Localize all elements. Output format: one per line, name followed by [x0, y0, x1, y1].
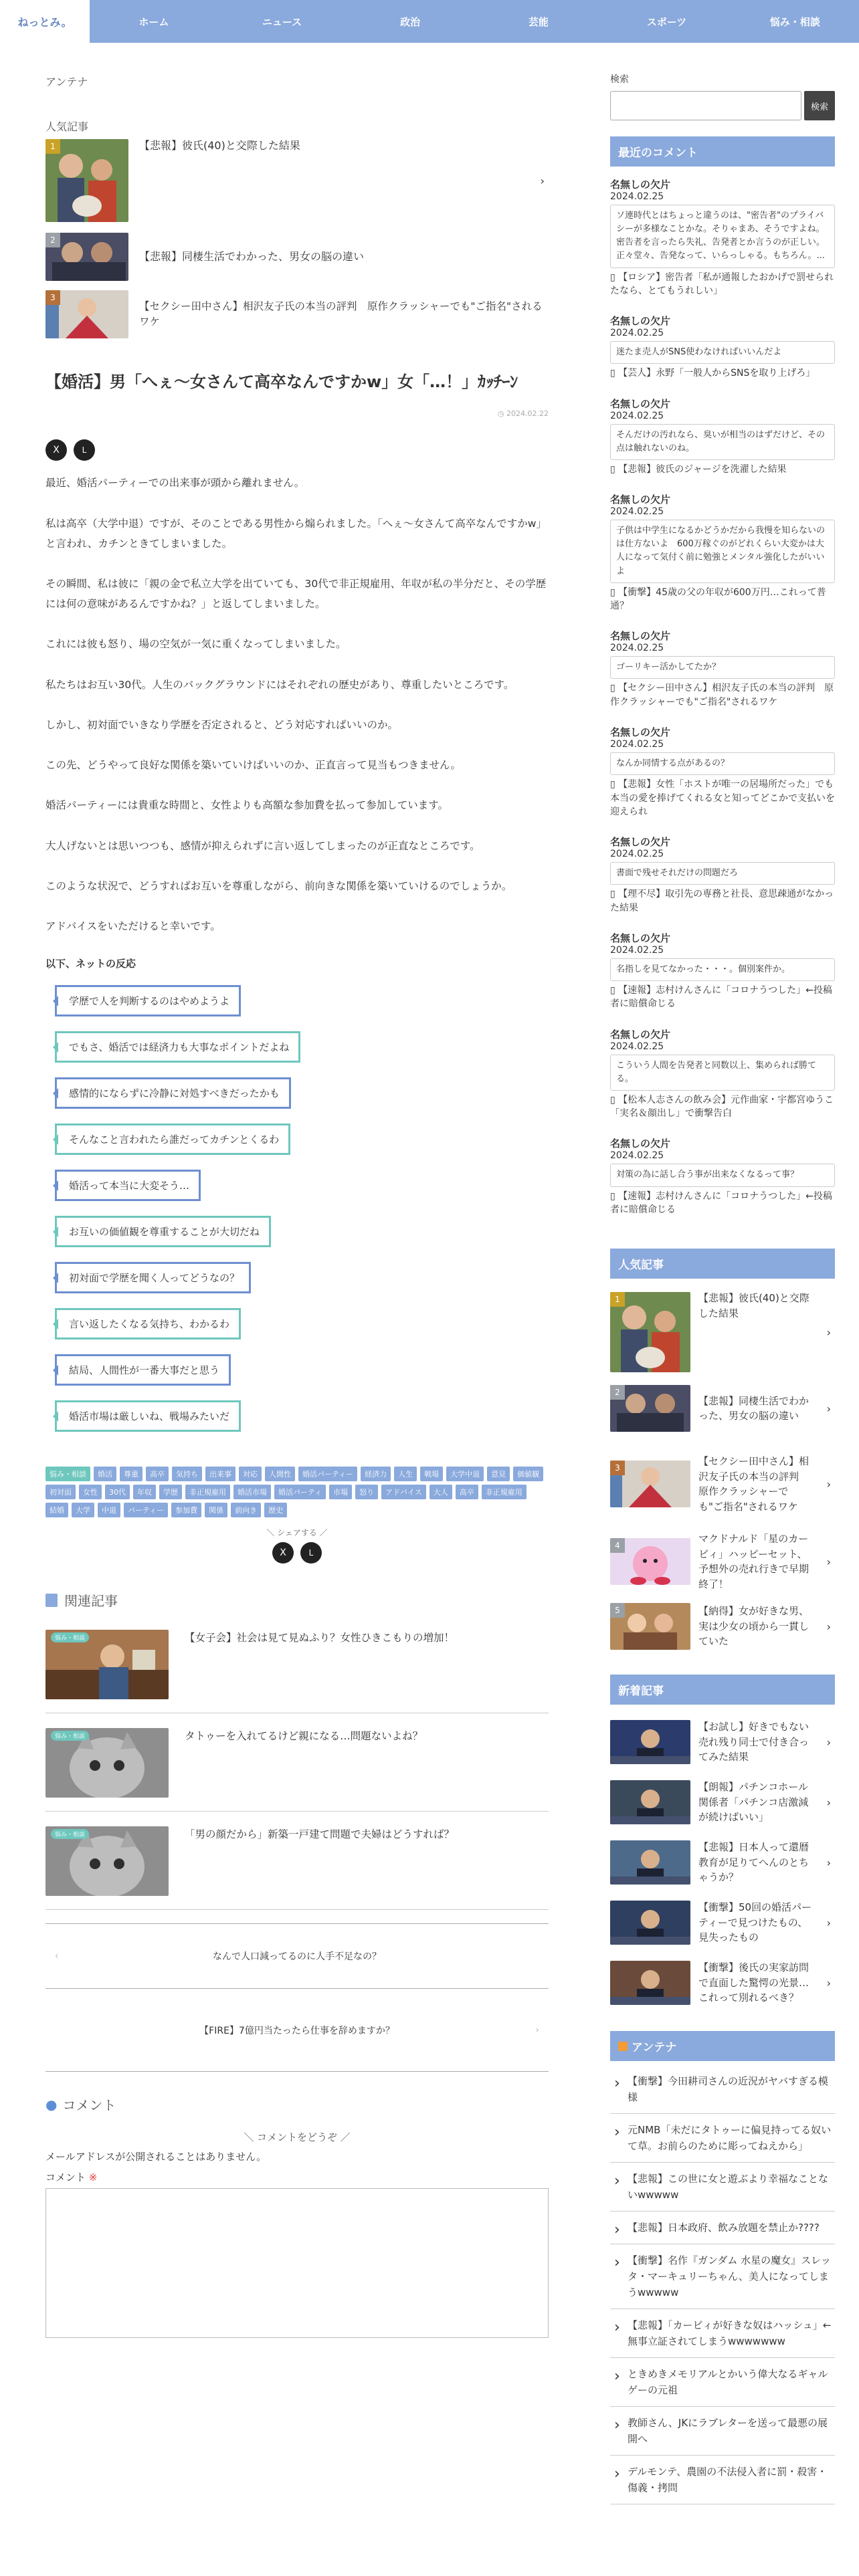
- comment-text: こういう人間を告発者と同数以上、集められば勝てる。: [610, 1055, 835, 1091]
- antenna-item[interactable]: › 【悲報】日本政府、飲み放題を禁止か????: [610, 2212, 835, 2244]
- document-icon: ▯: [610, 889, 619, 900]
- comment-entry: [610, 1136, 835, 1216]
- article-paragraph: その瞬間、私は彼に「親の金で私立大学を出ていても、30代で非正規雇用、年収が私の半分だと、その学歴には何の意味があるんですかね？」と返してしまいました。: [45, 578, 547, 611]
- related-list: [45, 1630, 549, 1910]
- related-item[interactable]: [45, 1728, 549, 1812]
- comment-date: 2024.02.25: [610, 1150, 664, 1162]
- comment-text: ゴーリキー活かしてたか？: [610, 656, 835, 679]
- sidebar-popular-list: [610, 1291, 835, 1650]
- search-input[interactable]: [610, 91, 801, 120]
- tag-list: [45, 1467, 549, 1517]
- rank-badge: 5: [610, 1603, 625, 1618]
- thumbnail-image: [610, 1538, 690, 1585]
- antenna-heading: アンテナ: [45, 76, 88, 88]
- thumbnail-image: [45, 1728, 169, 1798]
- commenter-name: 名無しの欠片: [610, 726, 671, 739]
- comment-article-link[interactable]: ▯ 【衝撃】45歳の父の年収が600万円…これって普通？: [610, 586, 826, 612]
- antenna-item[interactable]: › デルモンテ、農園の不法侵入者に罰・殺害・傷義・拷問: [610, 2456, 835, 2504]
- article-paragraph: この先、どうやって良好な関係を築いていけばいいのか、正直言って見当もつきません。: [45, 759, 461, 772]
- thumbnail-image: [45, 1826, 169, 1896]
- rank-badge: 2: [45, 233, 60, 247]
- x-share-icon[interactable]: X: [272, 1542, 294, 1564]
- commenter-name: 名無しの欠片: [610, 932, 671, 944]
- article-paragraph: 最近、婚活パーティーでの出来事が頭から離れません。: [45, 477, 305, 490]
- article-paragraph: これには彼も怒り、場の空気が一気に重くなってしまいました。: [45, 638, 347, 651]
- reaction-bubble: 婚活市場は厳しいね、戦場みたいだ: [55, 1400, 241, 1432]
- comment-article-link[interactable]: ▯ 【ロシア】密告者「私が通報したおかげで罰せられたなら、とてもうれしい」: [610, 272, 834, 296]
- chevron-right-icon: ›: [826, 1620, 831, 1633]
- commenter-name: 名無しの欠片: [610, 494, 671, 506]
- comment-textarea[interactable]: [45, 2188, 549, 2338]
- reaction-bubble: 初対面で学歴を聞く人ってどうなの？: [55, 1262, 251, 1293]
- new-post-item[interactable]: [610, 1777, 835, 1828]
- comment-entry: [610, 397, 835, 477]
- x-share-icon[interactable]: X: [45, 439, 67, 461]
- comment-sub-heading: ＼ コメントをどうぞ ／: [244, 2131, 351, 2144]
- nav-item-politics[interactable]: 政治: [400, 15, 421, 28]
- sidebar: [610, 72, 835, 2504]
- tag-link[interactable]: 婚活: [94, 1467, 116, 1481]
- thumbnail-image: [45, 290, 128, 338]
- tag-link[interactable]: 高卒: [456, 1485, 478, 1499]
- popular-item-title: マクドナルド「星のカービィ」ハッピーセット、予想外の売れ行きで早期終了！: [698, 1533, 809, 1590]
- comment-date: 2024.02.25: [610, 944, 664, 956]
- thumbnail-image: [610, 1840, 690, 1885]
- thumbnail-image: [610, 1961, 690, 2005]
- chevron-left-icon: ‹: [55, 1951, 59, 1962]
- reaction-bubble: 婚活って本当に大変そう…: [55, 1170, 201, 1201]
- tag-link[interactable]: 尊重: [120, 1467, 142, 1481]
- comment-date: 2024.02.25: [610, 506, 664, 518]
- comment-text: 子供は中学生になるかどうかだから我慢を知らないのは仕方ないよ 600万稼ぐのがどれくらい大変かは大人になって気付く前に勉強とメンタル強化したがいいよ: [610, 520, 835, 583]
- comment-date: 2024.02.25: [610, 191, 664, 202]
- comment-entry: [610, 492, 835, 613]
- document-icon: [45, 1594, 58, 1607]
- new-post-title: 【お試し】好きでもない売れ残り同士で付き合ってみた結果: [698, 1721, 809, 1763]
- reaction-bubble: でもさ、婚活では経済力も大事なポイントだよね: [55, 1031, 300, 1063]
- popular-item[interactable]: [45, 288, 549, 341]
- popular-item-title: 【悲報】彼氏(40)と交際した結果: [698, 1292, 809, 1319]
- popular-item-title: 【セクシー田中さん】相沢友子氏の本当の評判 原作クラッシャーでも"ご指名"されるワケ: [698, 1455, 809, 1513]
- commenter-name: 名無しの欠片: [610, 1028, 671, 1041]
- recent-comments-heading: 最近のコメント: [610, 136, 835, 167]
- article-body: [45, 473, 549, 936]
- tag-link[interactable]: 中退: [98, 1503, 120, 1517]
- reaction-bubble: 学歴で人を判断するのはやめようよ: [55, 985, 241, 1016]
- popular-item-title: 【納得】女が好きな男、実は少女の頃から一貫していた: [698, 1605, 809, 1648]
- comment-article-link[interactable]: ▯ 【セクシー田中さん】相沢友子氏の本当の評判 原作クラッシャーでも"ご指名"されるワケ: [610, 683, 834, 708]
- related-item-title: 「男の顔だから」新築一戸建て問題で夫婦はどうすれば？: [185, 1828, 455, 1841]
- tag-link[interactable]: 市場: [329, 1485, 352, 1499]
- article-paragraph: アドバイスをいただけると幸いです。: [45, 920, 221, 933]
- document-icon: ▯: [610, 1094, 619, 1105]
- comment-date: 2024.02.25: [610, 410, 664, 421]
- tag-link[interactable]: 参加費: [171, 1503, 201, 1517]
- document-icon: ▯: [610, 586, 619, 598]
- chevron-right-icon: ›: [826, 1402, 831, 1415]
- thumbnail-image: [610, 1461, 690, 1507]
- comment-entry: [610, 931, 835, 1011]
- document-icon: ▯: [610, 779, 619, 790]
- thumbnail-image: [610, 1385, 690, 1432]
- related-item[interactable]: [45, 1826, 549, 1910]
- thumbnail-image: [610, 1901, 690, 1945]
- article-paragraph: 大人げないとは思いつつも、感情が抑えられずに言い返してしまったのが正直なところです。: [45, 839, 480, 852]
- comment-text: なんか同情する点があるの？: [610, 752, 835, 775]
- tag-link[interactable]: 学歴: [159, 1485, 182, 1499]
- comment-article-link[interactable]: ▯ 【悲報】女性「ホストが唯一の居場所だった」でも本当の愛を捧げてくれる女と知ってどこかで支払いを迎えられ: [610, 779, 835, 817]
- document-icon: ▯: [610, 272, 619, 283]
- tag-link[interactable]: 前向き: [231, 1503, 261, 1517]
- rank-badge: 2: [610, 1385, 625, 1400]
- thumbnail-image: [45, 233, 128, 281]
- comment-text: 書面で残せそれだけの問題だろ: [610, 862, 835, 885]
- chevron-right-icon: ›: [826, 1976, 831, 1990]
- tag-link[interactable]: 人生: [394, 1467, 417, 1481]
- tag-link[interactable]: 戦場: [420, 1467, 443, 1481]
- prev-post-link[interactable]: ‹ なんで人口減ってるのに人手不足なの？: [45, 1923, 549, 1989]
- comment-entry: [610, 314, 835, 380]
- article-paragraph: このような状況で、どうすればお互いを尊重しながら、前向きな関係を築いていけるのでしょうか。: [45, 879, 512, 892]
- tag-link[interactable]: 婚活パーティー: [298, 1467, 357, 1481]
- nav-item-sports[interactable]: スポーツ: [646, 15, 687, 28]
- commenter-name: 名無しの欠片: [610, 397, 671, 410]
- rank-badge: 3: [610, 1461, 625, 1475]
- commenter-name: 名無しの欠片: [610, 179, 671, 191]
- tag-link[interactable]: 怒り: [355, 1485, 378, 1499]
- thumbnail-image: [610, 1780, 690, 1824]
- tag-link[interactable]: 非正規雇用: [185, 1485, 230, 1499]
- comment-article-link[interactable]: ▯ 【速報】志村けんさんに「コロナうつした」←投稿者に賠償命じる: [610, 1190, 832, 1215]
- tag-link[interactable]: 女性: [79, 1485, 102, 1499]
- speech-bubble-icon: ●: [45, 2096, 58, 2113]
- antenna-widget-heading: アンテナ: [610, 2031, 835, 2061]
- new-post-item[interactable]: [610, 1717, 835, 1767]
- tag-link[interactable]: 大学: [72, 1503, 94, 1517]
- comment-heading: ● コメント: [45, 2096, 116, 2114]
- article-paragraph: 私たちはお互い30代。人生のバックグラウンドにはそれぞれの歴史があり、尊重したいところです。: [45, 678, 514, 691]
- comment-entry: [610, 629, 835, 709]
- antenna-item[interactable]: › 【悲報】「カービィが好きな奴はハッシュ」←無事立証されてしまうwwwwwww: [610, 2309, 835, 2358]
- new-post-title: 【衝撃】50回の婚活パーティーで見つけたもの、見失ったもの: [698, 1901, 812, 1944]
- rank-badge: 3: [45, 290, 60, 305]
- antenna-item[interactable]: › 【悲報】この世に女と遊ぶより幸福なことないwwwww: [610, 2163, 835, 2212]
- tag-link[interactable]: 結婚: [45, 1503, 68, 1517]
- post-date: ◷ 2024.02.22: [497, 409, 549, 419]
- reactions-heading: 以下、ネットの反応: [45, 958, 136, 970]
- antenna-item[interactable]: › 【衝撃】名作『ガンダム 水星の魔女』スレッタ・マーキュリーちゃん、美人になってしまうwwwww: [610, 2244, 835, 2309]
- category-badge: 悩み・相談: [51, 1829, 89, 1839]
- comment-entry: [610, 177, 835, 298]
- rank-badge: 1: [45, 139, 60, 154]
- tag-link[interactable]: 気持ち: [172, 1467, 202, 1481]
- tag-link[interactable]: 関係: [205, 1503, 227, 1517]
- article-paragraph: 私は高卒（大学中退）ですが、そのことである男性から煽られました。「へぇ～女さんて高卒なんですかw」と言われ、カチンときてしまいました。: [45, 517, 547, 550]
- popular-item-title: 【悲報】彼氏(40)と交際した結果: [139, 139, 300, 152]
- search-button[interactable]: 検索: [804, 91, 835, 120]
- tag-link[interactable]: パーティー: [124, 1503, 168, 1517]
- email-note: メールアドレスが公開されることはありません。: [45, 2151, 267, 2163]
- chevron-right-icon: ›: [826, 1325, 831, 1339]
- thumbnail-image: [45, 1630, 169, 1699]
- global-nav: [90, 0, 859, 43]
- tag-link[interactable]: 婚活パーティ: [274, 1485, 326, 1499]
- comment-date: 2024.02.25: [610, 328, 664, 339]
- related-heading: 関連記事: [45, 1590, 549, 1610]
- comment-article-link[interactable]: ▯ 【悲報】彼氏のジャージを洗濯した結果: [610, 463, 787, 475]
- chevron-right-icon: ›: [826, 1477, 831, 1491]
- tag-link[interactable]: 経済力: [361, 1467, 391, 1481]
- tag-link[interactable]: アドバイス: [381, 1485, 426, 1499]
- commenter-name: 名無しの欠片: [610, 1138, 671, 1150]
- comment-article-link[interactable]: ▯ 【理不尽】取引先の専務と社長、意思疎通がなかった結果: [610, 889, 834, 914]
- main-content: [45, 64, 549, 2341]
- line-share-icon[interactable]: L: [74, 439, 95, 461]
- comment-date: 2024.02.25: [610, 849, 664, 860]
- sidebar-popular-item[interactable]: [610, 1384, 835, 1432]
- new-post-title: 【衝撃】後氏の実家訪問で直面した驚愕の光景…これって別れるべき？: [698, 1961, 809, 2004]
- category-badge: 悩み・相談: [51, 1731, 89, 1741]
- nav-item-advice[interactable]: 悩み・相談: [769, 15, 820, 28]
- reaction-bubble: お互いの価値観を尊重することが大切だね: [55, 1216, 271, 1247]
- comment-entry: [610, 725, 835, 819]
- comment-article-link[interactable]: ▯ 【松本人志さんの飲み会】元作曲家・宇都宮ゆうこ「実名＆顔出し」で衝撃告白: [610, 1094, 834, 1119]
- popular-item-title: 【セクシー田中さん】相沢友子氏の本当の評判 原作クラッシャーでも"ご指名"されるワケ: [139, 300, 543, 328]
- chevron-right-icon: ›: [826, 1735, 831, 1749]
- nav-item-news[interactable]: ニュース: [262, 15, 302, 28]
- document-icon: ▯: [610, 683, 619, 694]
- sidebar-popular-item[interactable]: [610, 1602, 835, 1650]
- thumbnail-image: [610, 1292, 690, 1372]
- tag-link[interactable]: 出来事: [205, 1467, 235, 1481]
- comment-article-link[interactable]: ▯ 【速報】志村けんさんに「コロナうつした」←投稿者に賠償命じる: [610, 984, 832, 1010]
- next-post-link[interactable]: 【FIRE】7億円当たったら仕事を辞めますか？ ›: [45, 1989, 549, 2072]
- antenna-item[interactable]: › 教師さん、JKにラブレターを送って最悪の展開へ: [610, 2407, 835, 2456]
- related-item-title: タトゥーを入れてるけど親になる…問題ないよね？: [185, 1730, 423, 1743]
- document-icon: ▯: [610, 984, 619, 996]
- comment-date: 2024.02.25: [610, 739, 664, 750]
- comment-article-link[interactable]: ▯ 【芸人】永野「一般人からSNSを取り上げろ」: [610, 368, 816, 379]
- comment-entry: [610, 1027, 835, 1121]
- tag-link[interactable]: 30代: [105, 1485, 130, 1499]
- tag-link[interactable]: 対応: [239, 1467, 262, 1481]
- tag-link[interactable]: 年収: [133, 1485, 156, 1499]
- tag-link[interactable]: 人間性: [265, 1467, 295, 1481]
- comment-text: 迷たま売人がSNS使わなければいいんだよ: [610, 341, 835, 364]
- sidebar-popular-heading: 人気記事: [610, 1249, 835, 1279]
- new-post-item[interactable]: [610, 1897, 835, 1948]
- tag-link[interactable]: 歴史: [264, 1503, 287, 1517]
- sidebar-popular-item[interactable]: [610, 1533, 835, 1590]
- document-icon: ▯: [610, 463, 619, 475]
- clock-icon: ◷: [497, 409, 507, 419]
- chevron-right-icon: ›: [826, 1916, 831, 1929]
- popular-item-title: 【悲報】同棲生活でわかった、男女の脳の違い: [698, 1394, 809, 1422]
- comment-text: そんだけの汚れなら、臭いが相当のはずだけど、その点は触れないのね。: [610, 424, 835, 460]
- new-post-title: 【悲報】日本人って還暦教育が足りてへんのとちゃうか？: [698, 1841, 809, 1884]
- tag-link[interactable]: 非正規雇用: [482, 1485, 527, 1499]
- chevron-right-icon: ›: [826, 1555, 831, 1568]
- popular-heading: 人気記事: [45, 120, 89, 133]
- new-post-item[interactable]: [610, 1837, 835, 1888]
- site-logo[interactable]: ねっとみ。: [0, 0, 90, 43]
- reaction-bubble: 感情的にならずに冷静に対処すべきだったかも: [55, 1077, 291, 1109]
- thumbnail-image: [610, 1603, 690, 1650]
- chevron-right-icon: ›: [826, 1856, 831, 1869]
- reaction-bubble: 結局、人間性が一番大事だと思う: [55, 1354, 231, 1386]
- rank-badge: 4: [610, 1538, 625, 1553]
- share-label: ＼ シェアする ／: [266, 1528, 328, 1538]
- rss-icon: [618, 2042, 628, 2051]
- article-paragraph: 婚活パーティーには貴重な時間と、女性よりも高額な参加費を払って参加しています。: [45, 799, 449, 812]
- antenna-item[interactable]: › 元NMB「未だにタトゥーに偏見持ってる奴いて草。お前らのために彫ってねえから」: [610, 2114, 835, 2163]
- sidebar-popular-item[interactable]: [610, 1447, 835, 1521]
- tag-link[interactable]: 悩み・相談: [45, 1467, 90, 1481]
- comment-entry: [610, 835, 835, 915]
- popular-list: [45, 138, 549, 341]
- popular-item[interactable]: [45, 138, 549, 223]
- tag-link[interactable]: 価値観: [513, 1467, 543, 1481]
- sidebar-popular-item[interactable]: [610, 1291, 835, 1374]
- recent-comments-list: [610, 177, 835, 1216]
- article-title: 【婚活】男「へぇ～女さんて高卒なんですかw」女「…！」ｶｯﾁｰﾝ: [45, 372, 518, 391]
- related-item[interactable]: [45, 1630, 549, 1713]
- chevron-right-icon: ›: [540, 174, 545, 187]
- tag-link[interactable]: 大人: [430, 1485, 452, 1499]
- tag-link[interactable]: 高卒: [146, 1467, 169, 1481]
- share-bottom: [45, 1542, 549, 1564]
- commenter-name: 名無しの欠片: [610, 836, 671, 849]
- antenna-item[interactable]: › ときめきメモリアルとかいう偉大なるギャルゲーの元祖: [610, 2358, 835, 2407]
- tag-link[interactable]: 婚活市場: [233, 1485, 271, 1499]
- chevron-right-icon: ›: [826, 1796, 831, 1809]
- new-post-title: 【朗報】パチンコホール関係者「パチンコ店激減が続けばいい」: [698, 1781, 809, 1824]
- tag-link[interactable]: 意見: [487, 1467, 510, 1481]
- line-share-icon[interactable]: L: [300, 1542, 322, 1564]
- comment-text: 対策の為に話し合う事が出来なくなるって事？: [610, 1164, 835, 1186]
- search-label: 検索: [610, 74, 629, 85]
- reaction-bubble: そんなこと言われたら誰だってカチンとくるわ: [55, 1123, 290, 1155]
- popular-item-title: 【悲報】同棲生活でわかった、男女の脳の違い: [139, 250, 365, 263]
- new-post-item[interactable]: [610, 1957, 835, 2008]
- popular-item[interactable]: [45, 230, 549, 284]
- reaction-bubble: 言い返したくなる気持ち、わかるわ: [55, 1308, 241, 1339]
- new-posts-heading: 新着記事: [610, 1675, 835, 1705]
- site-header: [0, 0, 859, 43]
- document-icon: ▯: [610, 368, 619, 379]
- commenter-name: 名無しの欠片: [610, 315, 671, 328]
- comment-text: 名指しを見てなかった・・・。個別案件か。: [610, 958, 835, 981]
- tag-link[interactable]: 大学中退: [446, 1467, 484, 1481]
- chevron-right-icon: ›: [535, 2024, 539, 2036]
- article-paragraph: しかし、初対面でいきなり学歴を否定されると、どう対応すればいいのか。: [45, 718, 399, 731]
- antenna-item[interactable]: › 【衝撃】今田耕司さんの近況がヤバすぎる模様: [610, 2065, 835, 2114]
- comment-date: 2024.02.25: [610, 1041, 664, 1052]
- comment-field-label: コメント ※: [45, 2171, 98, 2184]
- category-badge: 悩み・相談: [51, 1632, 89, 1642]
- tag-link[interactable]: 初対面: [45, 1485, 76, 1499]
- search-form: [610, 91, 835, 120]
- nav-item-home[interactable]: ホーム: [138, 15, 169, 28]
- reactions-list: [45, 985, 549, 1432]
- share-top: [45, 439, 549, 461]
- related-item-title: 【女子会】社会は見て見ぬふり？女性ひきこもりの増加！: [185, 1632, 455, 1644]
- commenter-name: 名無しの欠片: [610, 630, 671, 643]
- rank-badge: 1: [610, 1292, 625, 1307]
- thumbnail-image: [610, 1720, 690, 1764]
- antenna-list: [610, 2065, 835, 2504]
- nav-item-entertainment[interactable]: 芸能: [528, 15, 549, 28]
- comment-date: 2024.02.25: [610, 643, 664, 654]
- thumbnail-image: [45, 139, 128, 222]
- new-posts-list: [610, 1717, 835, 2008]
- comment-text: ソ連時代とはちょっと違うのは、"密告者"のプライバシーが多様なことかな。そりゃまあ、そうですよね。密告者を言ったら失礼、告発者とか言うのが正しい。正々堂々、告発なって、いらっしゃる。もちろん。...: [610, 205, 835, 268]
- document-icon: ▯: [610, 1190, 619, 1202]
